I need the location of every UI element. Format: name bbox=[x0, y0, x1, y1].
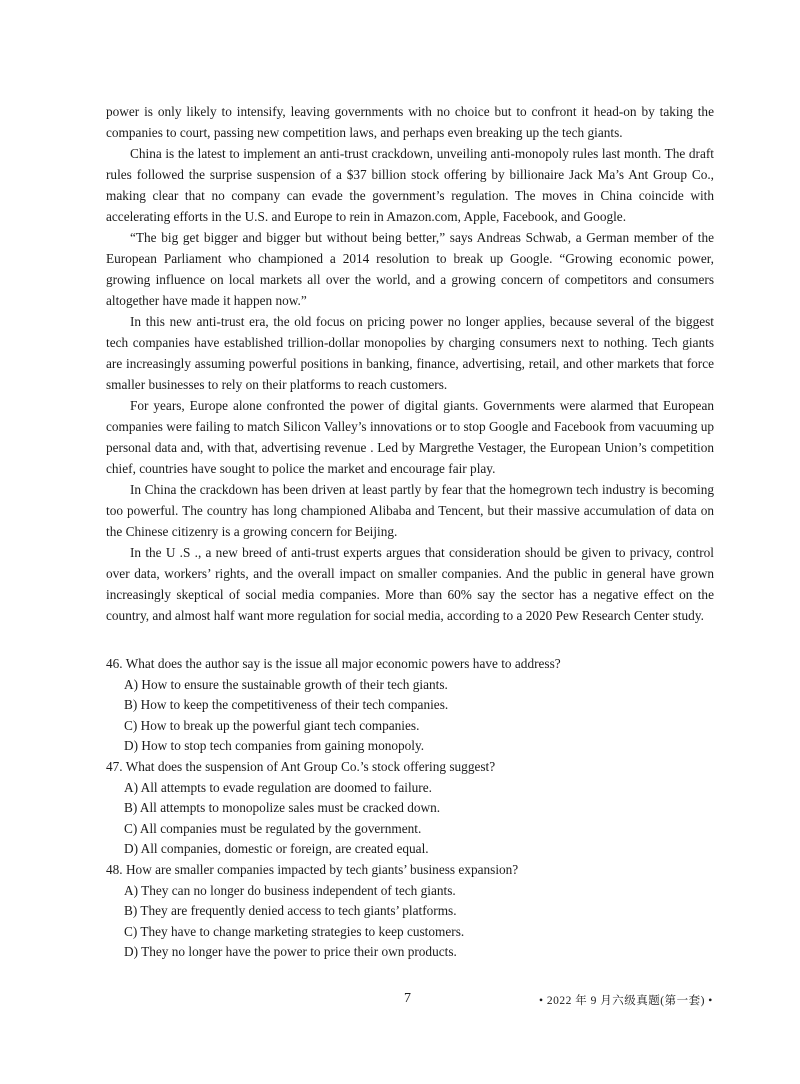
passage-paragraph: In this new anti-trust era, the old focus on pricing power no longer applies, because several of the biggest tech companies have established trillion-dollar monopolies by charging consumers next to nothing. Tech giants are increasingly assuming powerful positions in banking, finance, advertising, retail, and other markets that force smaller businesses to rely on their platforms to reach customers. bbox=[106, 314, 714, 392]
passage-paragraph: power is only likely to intensify, leaving governments with no choice but to confront it head-on by taking the companies to court, passing new competition laws, and perhaps even breaking up the tech giants. bbox=[106, 104, 714, 140]
answer-option: C) How to break up the powerful giant tech companies. bbox=[124, 717, 420, 733]
question-stem: 47. What does the suspension of Ant Group Co.’s stock offering suggest? bbox=[106, 758, 496, 774]
answer-option: D) They no longer have the power to price their own products. bbox=[124, 944, 457, 960]
question-47 bbox=[106, 757, 714, 860]
reading-passage bbox=[106, 101, 714, 626]
passage-paragraph: In the U .S ., a new breed of anti-trust experts argues that consideration should be given to privacy, control over data, workers’ rights, and the overall impact on smaller companies. And the public in general have grown increasingly skeptical of social media companies. More than 60% say the sector has a negative effect on the country, and almost half want more regulation for social media, according to a 2020 Pew Research Center study. bbox=[106, 545, 714, 623]
question-stem: 48. How are smaller companies impacted by tech giants’ business expansion? bbox=[106, 861, 519, 877]
answer-option: B) All attempts to monopolize sales must be cracked down. bbox=[124, 800, 441, 816]
passage-paragraph: “The big get bigger and bigger but without being better,” says Andreas Schwab, a German member of the European Parliament who championed a 2014 resolution to break up Google. “Growing economic power, growing influence on local markets all over the world, and a growing concern of competitors and consumers altogether have made it happen now.” bbox=[106, 230, 714, 308]
answer-option: A) How to ensure the sustainable growth of their tech giants. bbox=[124, 676, 448, 692]
question-list bbox=[106, 654, 714, 963]
question-48 bbox=[106, 860, 714, 963]
exam-footer-label: • 2022 年 9 月六级真题(第一套) • bbox=[539, 995, 713, 1007]
answer-option: C) All companies must be regulated by the government. bbox=[124, 820, 422, 836]
answer-option: A) All attempts to evade regulation are doomed to failure. bbox=[124, 779, 432, 795]
answer-option: B) How to keep the competitiveness of their tech companies. bbox=[124, 697, 449, 713]
page-number: 7 bbox=[404, 991, 411, 1006]
answer-option: C) They have to change marketing strategies to keep customers. bbox=[124, 923, 465, 939]
answer-option: D) How to stop tech companies from gaining monopoly. bbox=[124, 738, 425, 754]
answer-option: B) They are frequently denied access to tech giants’ platforms. bbox=[124, 903, 457, 919]
question-stem: 46. What does the author say is the issue all major economic powers have to address? bbox=[106, 656, 561, 671]
passage-paragraph: For years, Europe alone confronted the power of digital giants. Governments were alarmed that European companies were failing to match Silicon Valley’s innovations or to stop Google and Facebook from vacuuming up personal data and, with that, advertising revenue . Led by Margrethe Vestager, the European Union’s competition chief, countries have sought to police the market and encourage fair play. bbox=[106, 398, 714, 476]
question-46 bbox=[106, 654, 714, 757]
passage-paragraph: China is the latest to implement an anti-trust crackdown, unveiling anti-monopoly rules last month. The draft rules followed the surprise suspension of a $37 billion stock offering by billionaire Jack Ma’s Ant Group Co., making clear that no company can evade the government’s regulation. The moves in China coincide with accelerating efforts in the U.S. and Europe to rein in Amazon.com, Apple, Facebook, and Google. bbox=[106, 146, 714, 224]
passage-paragraph: In China the crackdown has been driven at least partly by fear that the homegrown tech industry is becoming too powerful. The country has long championed Alibaba and Tencent, but their massive accumulation of data on the Chinese citizenry is a growing concern for Beijing. bbox=[106, 482, 714, 539]
answer-option: D) All companies, domestic or foreign, are created equal. bbox=[124, 841, 429, 857]
answer-option: A) They can no longer do business independent of tech giants. bbox=[124, 882, 456, 898]
